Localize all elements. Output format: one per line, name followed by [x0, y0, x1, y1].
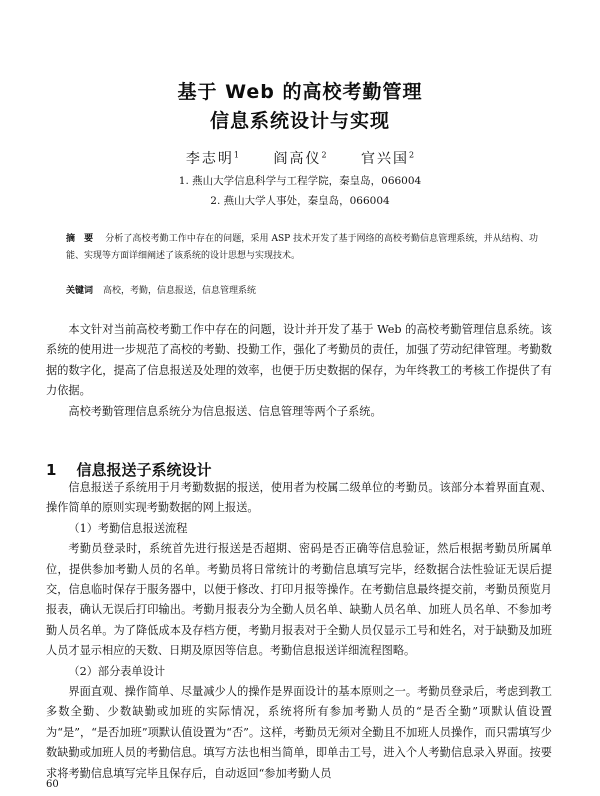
paragraph: 考勤员登录时，系统首先进行报送是否超期、密码是否正确等信息验证，然后根据考勤员所属单位，提供参加考勤人员的名单。考勤员将日常统计的考勤信息填写完毕，经数据合法性验证无误后提交，信息临时保存于服务器中，以便于修改、打印月报等操作。在考勤信息最终提交前，考勤员预览月报表，确认无误后打印输出。考勤月报表分为全勤人员名单、缺勤人员名单、加班人员名单、不参加考勤人员名单。为了降低成本及存档方便，考勤月报表对于全勤人员仅显示工号和姓名，对于缺勤及加班人员才显示相应的天数、日期及原因等信息。考勤信息报送详细流程图略。 [46, 542, 552, 658]
section-heading [46, 459, 211, 480]
keywords-label: 关键词 [66, 286, 94, 296]
section-title: 信息报送子系统设计 [76, 461, 212, 479]
affiliation: 1. 燕山大学信息科学与工程学院，秦皇岛，066004 [178, 175, 422, 187]
abstract [66, 231, 538, 265]
author-list [0, 148, 600, 168]
abstract-label: 摘 要 [66, 234, 94, 244]
keywords-text: 高校，考勤，信息报送，信息管理系统 [103, 286, 257, 296]
subsection-heading: （2）部分表单设计 [68, 664, 166, 678]
abstract-text: 分析了高校考勤工作中存在的问题，采用 ASP 技术开发了基于网络的高校考勤信息管理系统，并从结构、功能、实现等方面详细阐述了该系统的设计思想与实现技术。 [66, 234, 538, 261]
keywords [66, 283, 538, 300]
paper-title-line1: 基于 Web 的高校考勤管理 [177, 81, 423, 103]
section-number: 1 [46, 461, 57, 479]
paragraph: 信息报送子系统用于月考勤数据的报送，使用者为校属二级单位的考勤员。该部分本着界面直观、操作简单的原则实现考勤数据的网上报送。 [46, 481, 552, 515]
section-body [46, 478, 552, 784]
paragraph: 界面直观、操作简单、尽量减少人的操作是界面设计的基本原则之一。考勤员登录后，考虑到教工多数全勤、少数缺勤或加班的实际情况，系统将所有参加考勤人员的“是否全勤”项默认值设置为“是”，“是否加班”项默认值设置为“否”。这样，考勤员无须对全勤且不加班人员操作，而只需填写少数缺勤或加班人员的考勤信息。填写方法也相当简单，即单击工号，进入个人考勤信息录入界面。按要求将考勤信息填写完毕且保存后，自动返回“参加考勤人员 [46, 685, 552, 780]
page-number: 60 [46, 779, 59, 790]
introduction [46, 320, 552, 422]
author: 李志明$^1$ [185, 150, 239, 167]
paragraph: 本文针对当前高校考勤工作中存在的问题，设计并开发了基于 Web 的高校考勤管理信息系统。该系统的使用进一步规范了高校的考勤、投勤工作，强化了考勤员的责任，加强了劳动纪律管理。考勤数据的数字化，提高了信息报送及处理的效率，也便于历史数据的保存，为年终教工的考核工作提供了有力依据。 [46, 323, 552, 398]
author: 官兴国$^2$ [361, 150, 415, 167]
paragraph: 高校考勤管理信息系统分为信息报送、信息管理等两个子系统。 [68, 404, 382, 418]
author: 阎高仪$^2$ [273, 150, 327, 167]
subsection-heading: （1）考勤信息报送流程 [68, 521, 188, 535]
affiliation: 2. 燕山大学人事处，秦皇岛，066004 [210, 195, 390, 207]
paper-title-line2: 信息系统设计与实现 [209, 110, 390, 132]
